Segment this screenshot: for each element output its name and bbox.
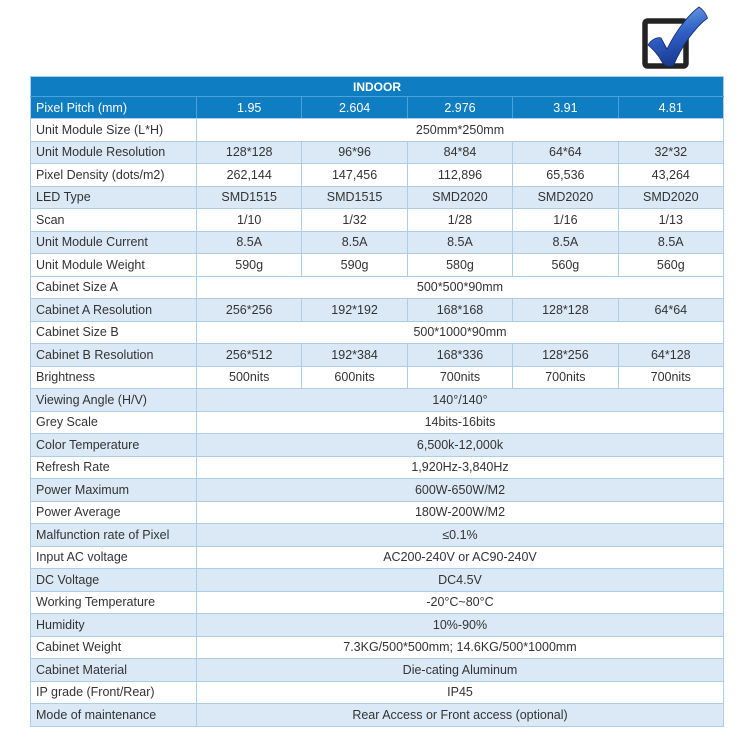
row-value-span: 10%-90% [197, 614, 724, 637]
row-value-span: Die-cating Aluminum [197, 659, 724, 682]
row-value: 1/28 [407, 209, 512, 232]
row-value: 8.5A [513, 231, 618, 254]
row-value: 32*32 [618, 141, 723, 164]
row-value-span: -20°C~80°C [197, 591, 724, 614]
spec-table-body [31, 119, 724, 727]
row-value: 84*84 [407, 141, 512, 164]
table-row [31, 186, 724, 209]
row-value: 128*256 [513, 344, 618, 367]
row-value: 500nits [197, 366, 302, 389]
row-label: Power Maximum [31, 479, 197, 502]
table-row [31, 569, 724, 592]
pixel-pitch-value: 1.95 [197, 97, 302, 119]
table-row [31, 501, 724, 524]
brand-logo [638, 2, 714, 72]
row-value-span: ≤0.1% [197, 524, 724, 547]
row-label: DC Voltage [31, 569, 197, 592]
row-value-span: 180W-200W/M2 [197, 501, 724, 524]
row-label: IP grade (Front/Rear) [31, 681, 197, 704]
row-label: Power Average [31, 501, 197, 524]
row-value: 1/16 [513, 209, 618, 232]
row-value-span: DC4.5V [197, 569, 724, 592]
row-value: 590g [302, 254, 407, 277]
row-label: Cabinet Material [31, 659, 197, 682]
table-row [31, 479, 724, 502]
table-row [31, 434, 724, 457]
row-label: Cabinet Size A [31, 276, 197, 299]
row-label: Viewing Angle (H/V) [31, 389, 197, 412]
row-value-span: 7.3KG/500*500mm; 14.6KG/500*1000mm [197, 636, 724, 659]
row-label: Refresh Rate [31, 456, 197, 479]
row-label: Cabinet A Resolution [31, 299, 197, 322]
table-row [31, 119, 724, 142]
table-row [31, 321, 724, 344]
checkbox-with-checkmark-icon [638, 2, 714, 72]
table-row [31, 546, 724, 569]
row-value-span: 600W-650W/M2 [197, 479, 724, 502]
row-value: 64*64 [618, 299, 723, 322]
row-value: 65,536 [513, 164, 618, 187]
table-row [31, 366, 724, 389]
row-value-span: IP45 [197, 681, 724, 704]
row-value-span: AC200-240V or AC90-240V [197, 546, 724, 569]
row-value: SMD2020 [513, 186, 618, 209]
row-value: 560g [618, 254, 723, 277]
row-label: Unit Module Current [31, 231, 197, 254]
row-value-span: 1,920Hz-3,840Hz [197, 456, 724, 479]
table-row [31, 591, 724, 614]
pixel-pitch-row [31, 97, 724, 119]
row-value: 96*96 [302, 141, 407, 164]
table-row [31, 389, 724, 412]
table-row [31, 411, 724, 434]
row-label: Color Temperature [31, 434, 197, 457]
row-value: 8.5A [302, 231, 407, 254]
row-value: SMD1515 [302, 186, 407, 209]
row-value-span: 140°/140° [197, 389, 724, 412]
row-value: 128*128 [197, 141, 302, 164]
row-label: Scan [31, 209, 197, 232]
row-value: 112,896 [407, 164, 512, 187]
row-label: Input AC voltage [31, 546, 197, 569]
row-label: Unit Module Size (L*H) [31, 119, 197, 142]
table-row [31, 209, 724, 232]
pixel-pitch-value: 2.976 [407, 97, 512, 119]
row-value: 700nits [407, 366, 512, 389]
table-row [31, 141, 724, 164]
row-value: 168*336 [407, 344, 512, 367]
row-value: 1/32 [302, 209, 407, 232]
table-row [31, 614, 724, 637]
row-value: 192*192 [302, 299, 407, 322]
table-row [31, 299, 724, 322]
row-label: Working Temperature [31, 591, 197, 614]
row-value: 192*384 [302, 344, 407, 367]
row-value-span: 500*500*90mm [197, 276, 724, 299]
row-value: 700nits [513, 366, 618, 389]
row-value: 128*128 [513, 299, 618, 322]
row-value: SMD2020 [407, 186, 512, 209]
row-value: 64*128 [618, 344, 723, 367]
table-row [31, 456, 724, 479]
row-label: Grey Scale [31, 411, 197, 434]
row-value-span: 6,500k-12,000k [197, 434, 724, 457]
row-value-span: Rear Access or Front access (optional) [197, 704, 724, 727]
table-row [31, 704, 724, 727]
row-value: 700nits [618, 366, 723, 389]
row-value: 256*256 [197, 299, 302, 322]
row-value: 147,456 [302, 164, 407, 187]
table-row [31, 254, 724, 277]
row-value: 168*168 [407, 299, 512, 322]
table-row [31, 681, 724, 704]
row-value: 8.5A [618, 231, 723, 254]
row-value-span: 500*1000*90mm [197, 321, 724, 344]
row-value: 1/10 [197, 209, 302, 232]
pixel-pitch-value: 4.81 [618, 97, 723, 119]
row-value: 8.5A [407, 231, 512, 254]
table-row [31, 344, 724, 367]
row-value: 600nits [302, 366, 407, 389]
row-value: SMD2020 [618, 186, 723, 209]
pixel-pitch-value: 2.604 [302, 97, 407, 119]
row-label: Brightness [31, 366, 197, 389]
row-value: 590g [197, 254, 302, 277]
row-value: 256*512 [197, 344, 302, 367]
row-label: Cabinet Weight [31, 636, 197, 659]
row-label: Mode of maintenance [31, 704, 197, 727]
table-row [31, 524, 724, 547]
table-row [31, 164, 724, 187]
row-label-pixel-pitch: Pixel Pitch (mm) [31, 97, 197, 119]
row-label: Cabinet B Resolution [31, 344, 197, 367]
row-label: Pixel Density (dots/m2) [31, 164, 197, 187]
row-value: 1/13 [618, 209, 723, 232]
row-value: 560g [513, 254, 618, 277]
row-value: 262,144 [197, 164, 302, 187]
row-label: Humidity [31, 614, 197, 637]
row-value: SMD1515 [197, 186, 302, 209]
row-value: 64*64 [513, 141, 618, 164]
row-label: Unit Module Resolution [31, 141, 197, 164]
row-value: 580g [407, 254, 512, 277]
row-label: Unit Module Weight [31, 254, 197, 277]
row-label: LED Type [31, 186, 197, 209]
table-title-row [31, 77, 724, 97]
table-row [31, 276, 724, 299]
pixel-pitch-value: 3.91 [513, 97, 618, 119]
spec-table [30, 76, 724, 727]
row-value: 43,264 [618, 164, 723, 187]
row-label: Malfunction rate of Pixel [31, 524, 197, 547]
row-value: 8.5A [197, 231, 302, 254]
table-title-indoor: INDOOR [31, 77, 724, 97]
row-label: Cabinet Size B [31, 321, 197, 344]
row-value-span: 14bits-16bits [197, 411, 724, 434]
table-row [31, 659, 724, 682]
table-row [31, 636, 724, 659]
row-value-span: 250mm*250mm [197, 119, 724, 142]
table-row [31, 231, 724, 254]
